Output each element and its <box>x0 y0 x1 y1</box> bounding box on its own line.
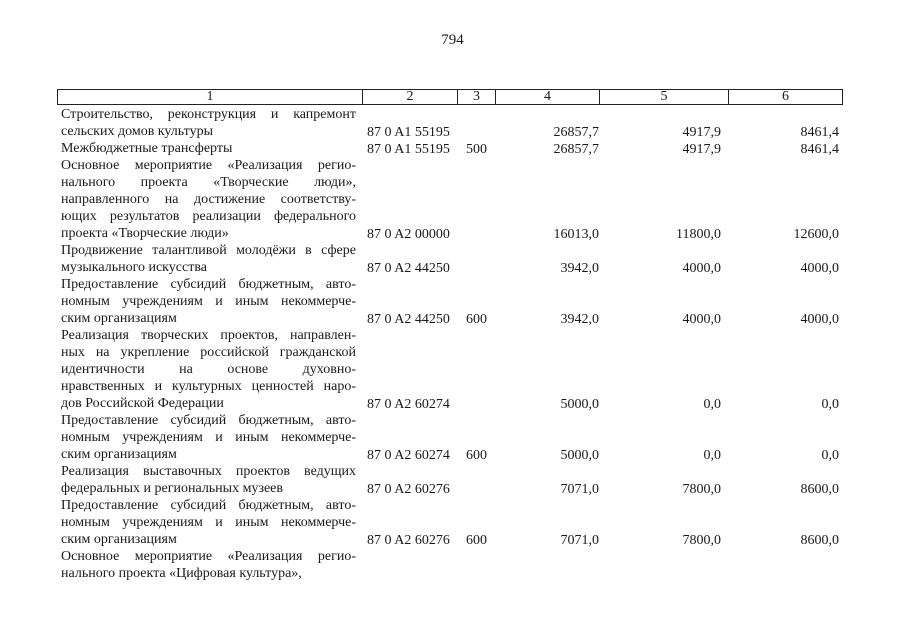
row-value-col-6: 4000,0 <box>800 312 839 327</box>
row-description-line: проекта «Творческие люди» <box>61 226 229 241</box>
row-description-line: сельских домов культуры <box>61 124 213 139</box>
row-value-col-4: 5000,0 <box>560 397 599 412</box>
row-code: 87 0 A2 60276 <box>367 533 450 548</box>
row-value-col-6: 0,0 <box>821 448 839 463</box>
row-expense-type: 600 <box>466 312 487 327</box>
row-description-line: направленного на достижение соответству- <box>61 192 356 207</box>
table-row <box>0 106 905 140</box>
row-value-col-4: 26857,7 <box>553 142 599 157</box>
row-description-line: нального проекта «Творческие люди», <box>61 175 356 190</box>
table-row <box>0 140 905 157</box>
row-description-line: Основное мероприятие «Реализация регио- <box>61 549 356 564</box>
row-code: 87 0 A2 00000 <box>367 227 450 242</box>
row-value-col-4: 16013,0 <box>553 227 599 242</box>
row-value-col-4: 3942,0 <box>560 261 599 276</box>
page-number: 794 <box>441 32 464 48</box>
table-row <box>0 497 905 548</box>
row-value-col-6: 0,0 <box>821 397 839 412</box>
row-expense-type: 500 <box>466 142 487 157</box>
row-description-line: ющих результатов реализации федерального <box>61 209 356 224</box>
row-code: 87 0 A1 55195 <box>367 125 450 140</box>
header-col-6: 6 <box>728 90 842 104</box>
row-description-line: ским организациям <box>61 447 177 462</box>
row-description-line: номным учреждениям и иным некоммерче- <box>61 515 356 530</box>
row-value-col-5: 4000,0 <box>682 312 721 327</box>
row-value-col-6: 4000,0 <box>800 261 839 276</box>
row-expense-type: 600 <box>466 533 487 548</box>
table-row <box>0 463 905 497</box>
row-description-line: музыкального искусства <box>61 260 207 275</box>
row-value-col-6: 8461,4 <box>800 142 839 157</box>
header-col-4: 4 <box>495 90 599 104</box>
row-code: 87 0 A2 44250 <box>367 261 450 276</box>
table-header <box>57 89 843 105</box>
row-code: 87 0 A2 60274 <box>367 397 450 412</box>
row-code: 87 0 A2 44250 <box>367 312 450 327</box>
row-value-col-5: 7800,0 <box>682 482 721 497</box>
row-description-line: ским организациям <box>61 311 177 326</box>
row-value-col-6: 8461,4 <box>800 125 839 140</box>
table-row <box>0 157 905 242</box>
row-description-line: Основное мероприятие «Реализация регио- <box>61 158 356 173</box>
row-description-line: нравственных и культурных ценностей наро- <box>61 379 356 394</box>
row-code: 87 0 A2 60276 <box>367 482 450 497</box>
row-value-col-4: 26857,7 <box>553 125 599 140</box>
header-col-1: 1 <box>206 89 214 104</box>
row-description-line: номным учреждениям и иным некоммерче- <box>61 430 356 445</box>
header-col-5: 5 <box>599 90 728 104</box>
row-description-line: идентичности на основе духовно- <box>61 362 356 377</box>
row-value-col-5: 4917,9 <box>682 125 721 140</box>
row-description-line: нального проекта «Цифровая культура», <box>61 566 302 581</box>
row-code: 87 0 A2 60274 <box>367 448 450 463</box>
row-description-line: федеральных и региональных музеев <box>61 481 284 496</box>
row-value-col-4: 7071,0 <box>560 482 599 497</box>
table-row <box>0 242 905 276</box>
row-value-col-5: 4000,0 <box>682 261 721 276</box>
row-value-col-5: 0,0 <box>703 397 721 412</box>
row-value-col-5: 11800,0 <box>676 227 721 242</box>
table-row <box>0 548 905 582</box>
row-description-line: Предоставление субсидий бюджетным, авто- <box>61 413 356 428</box>
row-expense-type: 600 <box>466 448 487 463</box>
table-row <box>0 412 905 463</box>
header-col-3: 3 <box>457 90 495 104</box>
header-col-2: 2 <box>362 90 457 104</box>
row-value-col-4: 3942,0 <box>560 312 599 327</box>
row-value-col-6: 12600,0 <box>793 227 839 242</box>
row-value-col-4: 7071,0 <box>560 533 599 548</box>
row-value-col-4: 5000,0 <box>560 448 599 463</box>
row-description-line: Предоставление субсидий бюджетным, авто- <box>61 498 356 513</box>
row-description-line: дов Российской Федерации <box>61 396 224 411</box>
table-row <box>0 276 905 327</box>
row-value-col-6: 8600,0 <box>800 533 839 548</box>
row-description-line: Продвижение талантливой молодёжи в сфере <box>61 243 356 258</box>
row-value-col-6: 8600,0 <box>800 482 839 497</box>
row-code: 87 0 A1 55195 <box>367 142 450 157</box>
row-value-col-5: 7800,0 <box>682 533 721 548</box>
row-value-col-5: 0,0 <box>703 448 721 463</box>
row-description-line: Межбюджетные трансферты <box>61 141 233 156</box>
row-description-line: ных на укрепление российской гражданской <box>61 345 356 360</box>
row-description-line: Предоставление субсидий бюджетным, авто- <box>61 277 356 292</box>
row-description-line: Реализация выставочных проектов ведущих <box>61 464 356 479</box>
row-description-line: номным учреждениям и иным некоммерче- <box>61 294 356 309</box>
row-value-col-5: 4917,9 <box>682 142 721 157</box>
row-description-line: ским организациям <box>61 532 177 547</box>
row-description-line: Реализация творческих проектов, направлен- <box>61 328 356 343</box>
table-row <box>0 327 905 412</box>
row-description-line: Строительство, реконструкция и капремонт <box>61 107 356 122</box>
